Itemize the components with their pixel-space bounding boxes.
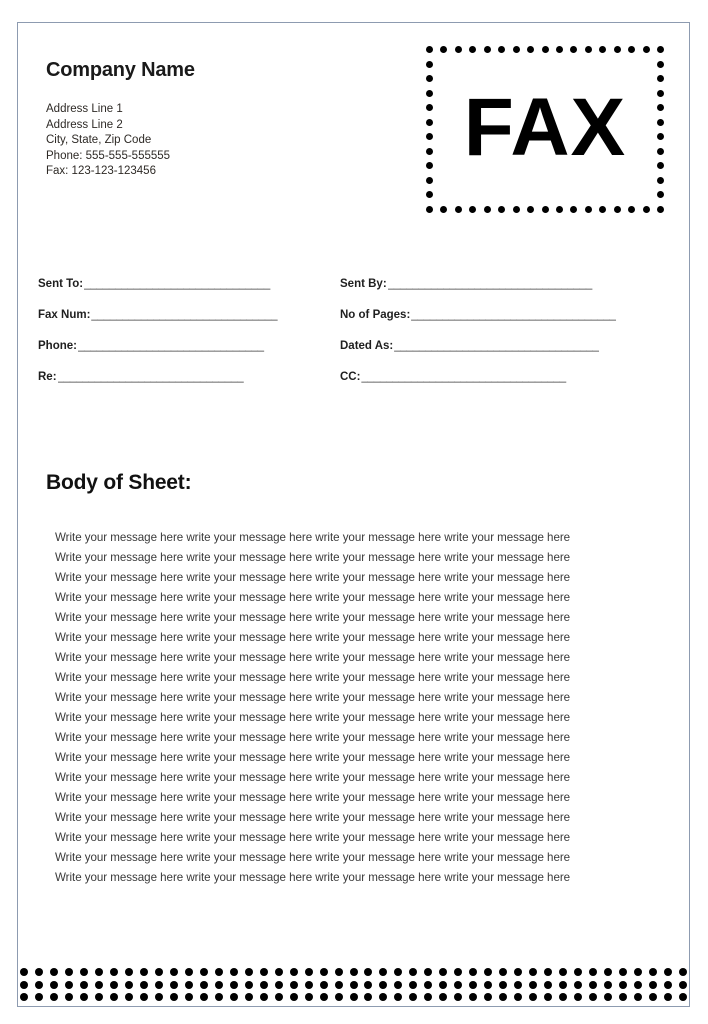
field-sent-to[interactable] [38,278,340,309]
footer-dot [230,981,238,989]
footer-dot [320,968,328,976]
fax-cover-sheet-page [17,22,690,1007]
footer-dot [679,993,687,1001]
footer-dot [559,993,567,1001]
field-line-phone[interactable]: ______________________________ [77,340,264,352]
footer-dot [80,993,88,1001]
footer-dot [499,981,507,989]
body-message-line: Write your message here write your message here write your message here write your message here [55,651,571,664]
field-label-cc: CC: [340,371,361,383]
fax-box-border-dot [585,206,592,213]
footer-dot [50,981,58,989]
fax-logo-box [426,46,664,213]
field-phone[interactable] [38,340,340,371]
footer-dot [574,993,582,1001]
address-block [46,102,376,180]
footer-dot-band [18,960,689,1006]
footer-dot [260,968,268,976]
field-line-fax-num[interactable]: ______________________________ [91,309,278,321]
fax-box-border-dot [643,46,650,53]
body-message-line: Write your message here write your message here write your message here write your message here [55,851,571,864]
footer-dot [604,968,612,976]
footer-dot [335,993,343,1001]
footer-dot [559,981,567,989]
footer-dot [409,968,417,976]
footer-dot [544,968,552,976]
fax-box-border-dot [426,177,433,184]
fax-box-border-dot [426,61,433,68]
footer-dot [679,968,687,976]
footer-dot [484,993,492,1001]
footer-dot [364,968,372,976]
footer-dot [394,981,402,989]
footer-dot [409,981,417,989]
footer-dot [350,981,358,989]
footer-dot [125,993,133,1001]
footer-dot [245,981,253,989]
footer-dot [95,993,103,1001]
fax-box-border-dot [513,46,520,53]
footer-dot [215,993,223,1001]
body-message-line: Write your message here write your message here write your message here write your message here [55,771,571,784]
fax-box-border-dot [426,119,433,126]
footer-dot [215,981,223,989]
field-line-no-of-pages[interactable]: _________________________________ [411,309,616,321]
fax-box-border-dot [426,148,433,155]
field-cc[interactable] [340,371,671,402]
footer-dot [424,981,432,989]
field-no-of-pages[interactable] [340,309,671,340]
footer-dot [484,981,492,989]
footer-dot [484,968,492,976]
footer-dot [439,968,447,976]
footer-dot [155,981,163,989]
form-fields-section [18,278,689,418]
footer-dot [215,968,223,976]
footer-dot [439,981,447,989]
fax-box-border-dot [657,61,664,68]
footer-dot [245,993,253,1001]
footer-dot [95,981,103,989]
footer-dot [469,968,477,976]
address-city-state-zip: City, State, Zip Code [46,134,152,146]
footer-dot [200,968,208,976]
footer-dot [140,993,148,1001]
footer-dot [529,968,537,976]
footer-dot [634,993,642,1001]
footer-dot [170,981,178,989]
footer-dot [529,993,537,1001]
field-line-dated-as[interactable]: _________________________________ [394,340,599,352]
fax-box-border-dot [657,148,664,155]
fax-box-border-dot [527,46,534,53]
footer-dot [290,993,298,1001]
footer-dot [110,968,118,976]
footer-dot [424,993,432,1001]
fax-box-border-dot [657,46,664,53]
body-message-line: Write your message here write your message here write your message here write your message here [55,631,571,644]
field-label-sent-by: Sent By: [340,278,387,290]
footer-dot [514,968,522,976]
footer-dot [140,968,148,976]
body-message-line: Write your message here write your message here write your message here write your message here [55,811,571,824]
table-row [38,278,671,309]
body-message-line: Write your message here write your message here write your message here write your message here [55,711,571,724]
fax-box-border-dot [556,46,563,53]
fax-box-border-dot [585,46,592,53]
footer-dot [679,981,687,989]
phone-line: Phone: 555-555-555555 [46,149,171,162]
footer-dot [275,993,283,1001]
footer-dot [649,993,657,1001]
footer-dot [80,968,88,976]
fax-box-border-dot [657,206,664,213]
fax-box-border-dot [426,46,433,53]
footer-dot [20,993,28,1001]
fax-box-border-dot [542,46,549,53]
footer-dot [379,968,387,976]
footer-dot [649,968,657,976]
footer-dot [230,968,238,976]
footer-dot [664,968,672,976]
footer-dot [155,993,163,1001]
header-section [18,23,689,268]
footer-dot [589,981,597,989]
fax-box-border-dot [643,206,650,213]
footer-dot [35,968,43,976]
footer-dot [394,993,402,1001]
footer-dot [619,981,627,989]
footer-dot [394,968,402,976]
body-message-line: Write your message here write your message here write your message here write your message here [55,751,571,764]
footer-dot [574,981,582,989]
footer-dot [80,981,88,989]
footer-dot [110,981,118,989]
footer-dot [649,981,657,989]
footer-dot [604,993,612,1001]
footer-dot [619,968,627,976]
footer-dot [559,968,567,976]
footer-dot [544,993,552,1001]
footer-dot [305,993,313,1001]
footer-dot [454,968,462,976]
footer-dot [35,981,43,989]
body-message-line: Write your message here write your message here write your message here write your message here [55,571,571,584]
footer-dot [514,993,522,1001]
footer-dot [350,968,358,976]
footer-dot [424,968,432,976]
footer-dot [200,981,208,989]
footer-dot [50,993,58,1001]
fax-logo-text: FAX [463,81,627,173]
footer-dot [290,968,298,976]
fax-box-border-dot [455,46,462,53]
footer-dot [65,981,73,989]
field-line-sent-to[interactable]: ______________________________ [84,278,271,290]
footer-dot [499,993,507,1001]
field-label-no-of-pages: No of Pages: [340,309,411,321]
footer-dot [604,981,612,989]
fax-box-border-dot [657,119,664,126]
fax-box-border-dot [614,206,621,213]
footer-dot [125,968,133,976]
body-message-line: Write your message here write your message here write your message here write your message here [55,611,571,624]
footer-dot [200,993,208,1001]
footer-dot [275,968,283,976]
footer-dot [574,968,582,976]
table-row [38,340,671,371]
footer-dot [155,968,163,976]
footer-dot [275,981,283,989]
body-text-block [55,528,663,888]
footer-dot [364,993,372,1001]
field-label-sent-to: Sent To: [38,278,84,290]
footer-dot [230,993,238,1001]
field-label-dated-as: Dated As: [340,340,394,352]
footer-dot [379,981,387,989]
footer-dot [409,993,417,1001]
footer-dot [664,993,672,1001]
field-label-fax-num: Fax Num: [38,309,91,321]
fax-box-border-dot [542,206,549,213]
footer-dot [95,968,103,976]
footer-dot [20,968,28,976]
footer-dot [454,993,462,1001]
footer-dot [364,981,372,989]
fax-box-border-dot [527,206,534,213]
footer-dot [320,993,328,1001]
footer-dot [125,981,133,989]
body-message-line: Write your message here write your message here write your message here write your message here [55,591,571,604]
footer-dot [454,981,462,989]
fax-box-border-dot [657,90,664,97]
field-fax-num[interactable] [38,309,340,340]
footer-dot [664,981,672,989]
footer-dot [35,993,43,1001]
field-sent-by[interactable] [340,278,671,309]
footer-dot [110,993,118,1001]
footer-dot [140,981,148,989]
footer-dot [260,981,268,989]
company-info-block [46,59,376,180]
address-line-1: Address Line 1 [46,103,123,115]
footer-dot [305,968,313,976]
footer-dot [469,993,477,1001]
company-name: Company Name [46,59,195,81]
footer-dot [260,993,268,1001]
body-message-line: Write your message here write your message here write your message here write your message here [55,731,571,744]
footer-dot [439,993,447,1001]
table-row [38,371,671,402]
body-message-line: Write your message here write your message here write your message here write your message here [55,671,571,684]
footer-dot [619,993,627,1001]
body-message-line: Write your message here write your message here write your message here write your message here [55,871,571,884]
footer-dot [379,993,387,1001]
field-re[interactable] [38,371,340,402]
field-label-phone: Phone: [38,340,77,352]
body-message-line: Write your message here write your message here write your message here write your message here [55,551,571,564]
footer-dot [305,981,313,989]
fax-box-border-dot [455,206,462,213]
footer-dot [589,968,597,976]
footer-dot [185,993,193,1001]
footer-dot [335,981,343,989]
body-heading: Body of Sheet: [46,471,192,494]
footer-dot [350,993,358,1001]
footer-dot [185,968,193,976]
footer-dot [469,981,477,989]
footer-dot [185,981,193,989]
footer-dot [245,968,253,976]
fax-box-border-dot [513,206,520,213]
fax-box-border-dot [426,206,433,213]
footer-dot [514,981,522,989]
footer-dot [320,981,328,989]
footer-dot [65,993,73,1001]
fax-box-border-dot [426,90,433,97]
field-dated-as[interactable] [340,340,671,371]
fax-box-border-dot [556,206,563,213]
fax-box-border-dot [484,46,491,53]
body-message-line: Write your message here write your message here write your message here write your message here [55,831,571,844]
fax-box-border-dot [614,46,621,53]
footer-dot [634,968,642,976]
footer-dot [65,968,73,976]
fax-box-border-dot [484,206,491,213]
footer-dot [634,981,642,989]
body-message-line: Write your message here write your message here write your message here write your message here [55,691,571,704]
footer-dot [335,968,343,976]
footer-dot [529,981,537,989]
address-line-2: Address Line 2 [46,118,123,131]
table-row [38,309,671,340]
footer-dot [290,981,298,989]
footer-dot [50,968,58,976]
fax-line: Fax: 123-123-123456 [46,165,156,177]
field-label-re: Re: [38,371,57,383]
footer-dot [589,993,597,1001]
field-line-sent-by[interactable]: _________________________________ [387,278,593,290]
footer-dot [499,968,507,976]
footer-dot [544,981,552,989]
body-message-line: Write your message here write your message here write your message here write your message here [55,791,571,804]
footer-dot [20,981,28,989]
footer-dot [170,993,178,1001]
fax-box-border-dot [657,177,664,184]
body-message-line: Write your message here write your message here write your message here write your message here [55,531,571,544]
field-line-cc[interactable]: _________________________________ [361,371,566,383]
footer-dot [170,968,178,976]
field-line-re[interactable]: ______________________________ [57,371,244,383]
